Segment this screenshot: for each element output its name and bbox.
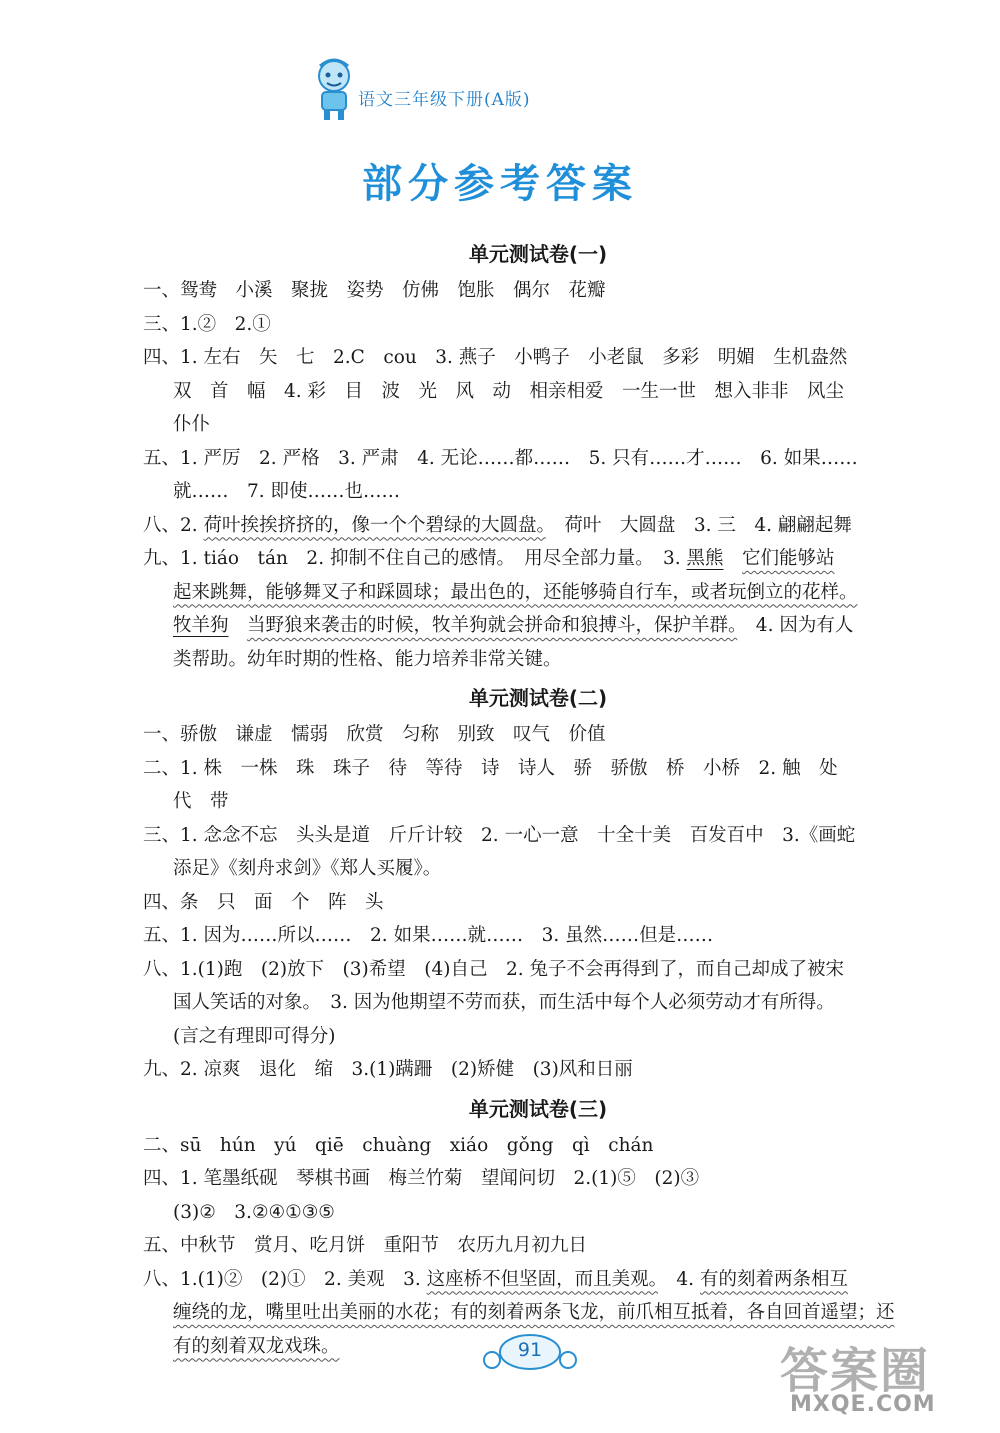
underlined-answer: 有的刻着双龙戏珠。	[173, 1335, 340, 1357]
cartoon-child-mascot-icon	[310, 56, 358, 122]
answer-line: 四、条 只 面 个 阵 头	[143, 891, 384, 913]
answer-line: 四、1. 左右 矢 七 2.C cou 3. 燕子 小鸭子 小老鼠 多彩 明媚 生机盎然	[143, 347, 848, 368]
watermark	[760, 1332, 990, 1427]
answer-text: 4.	[657, 1268, 700, 1290]
answer-line: 五、1. 因为……所以…… 2. 如果……就…… 3. 虽然……但是……	[143, 925, 714, 946]
answer-text: 4. 因为有人	[737, 615, 854, 636]
answer-line: 三、1. 念念不忘 头头是道 斤斤计较 2. 一心一意 十全十美 百发百中 3.《画蛇	[143, 824, 856, 846]
answer-line	[143, 609, 933, 643]
answer-line	[143, 509, 933, 543]
answer-text: 九、1. tiáo tán 2. 抑制不住自己的感情。 用尽全部力量。 3.	[143, 548, 687, 569]
section-title: 单元测试卷(三)	[468, 1096, 608, 1121]
answer-line: 五、1. 严厉 2. 严格 3. 严肃 4. 无论……都…… 5. 只有……才…… 6. 如果……	[143, 447, 858, 469]
underlined-answer: 牧羊狗	[173, 615, 229, 636]
underlined-answer: 这座桥不但坚固，而且美观。	[426, 1268, 658, 1290]
answer-line: 添足》《刻舟求剑》《郑人买履》。	[173, 858, 442, 879]
underlined-answer: 当野狼来袭击的时候，牧羊狗就会拼命和狼搏斗，保护羊群。	[247, 615, 738, 636]
answer-line: 九、2. 凉爽 退化 缩 3.(1)蹒跚 (2)矫健 (3)风和日丽	[143, 1059, 633, 1080]
underlined-answer: 荷叶挨挨挤挤的，像一个个碧绿的大圆盘。	[203, 514, 546, 536]
answer-line: (3)② 3.②④①③⑤	[173, 1201, 335, 1223]
answer-line: 仆仆	[173, 414, 211, 435]
answer-line: 五、中秋节 赏月、吃月饼 重阳节 农历九月初九日	[143, 1235, 588, 1256]
answer-line: 代 带	[173, 791, 229, 812]
underlined-answer: 有的刻着两条相互	[699, 1268, 848, 1290]
answer-line: 二、sū hún yú qiē chuàng xiáo gǒng qì chán	[143, 1134, 654, 1156]
watermark-site-text: MXQE.COM	[790, 1392, 936, 1417]
underlined-answer: 黑熊	[686, 548, 724, 569]
answer-text: 荷叶 大圆盘 3. 三 4. 翩翩起舞	[545, 514, 852, 536]
page-number-badge	[480, 1330, 580, 1374]
series-title: 语文三年级下册(A版)	[358, 90, 531, 110]
underlined-answer: 缠绕的龙，嘴里吐出美丽的水花；有的刻着两条飞龙，前爪相互抵着，各自回首遥望；还	[173, 1302, 895, 1323]
answer-line	[143, 576, 933, 610]
answer-line: (言之有理即可得分)	[173, 1025, 336, 1047]
answer-line: 二、1. 株 一株 珠 珠子 待 等待 诗 诗人 骄 骄傲 桥 小桥 2. 触 处	[143, 757, 838, 779]
answer-content	[143, 232, 933, 1363]
answer-line: 八、1.(1)跑 (2)放下 (3)希望 (4)自己 2. 兔子不会再得到了，而自己却成了被宋	[143, 958, 845, 980]
answer-line: 四、1. 笔墨纸砚 琴棋书画 梅兰竹菊 望闻问切 2.(1)⑤ (2)③	[143, 1168, 700, 1189]
answer-text: 八、2.	[143, 514, 204, 536]
underlined-answer: 起来跳舞，能够舞叉子和踩圆球；最出色的，还能够骑自行车，或者玩倒立的花样。	[173, 581, 858, 603]
answer-line	[143, 1263, 933, 1297]
section-title: 单元测试卷(二)	[468, 686, 608, 710]
answer-line	[143, 542, 933, 576]
answer-line: 一、鸳鸯 小溪 聚拢 姿势 仿佛 饱胀 偶尔 花瓣	[143, 280, 606, 301]
answer-line: 类帮助。幼年时期的性格、能力培养非常关键。	[173, 648, 562, 670]
underlined-answer: 它们能够站	[742, 548, 835, 569]
answer-line: 就…… 7. 即使……也……	[173, 481, 401, 502]
book-header	[300, 50, 620, 130]
page-number: 91	[517, 1339, 543, 1361]
section-title: 单元测试卷(一)	[468, 242, 608, 266]
answer-line	[143, 1296, 933, 1330]
answer-text: 八、1.(1)② (2)① 2. 美观 3.	[143, 1268, 427, 1290]
page-title: 部分参考答案	[362, 161, 638, 207]
answer-line: 一、骄傲 谦虚 懦弱 欣赏 匀称 别致 叹气 价值	[143, 724, 606, 745]
answer-line: 双 首 幅 4. 彩 目 波 光 风 动 相亲相爱 一生一世 想入非非 风尘	[173, 380, 845, 402]
answer-line: 国人笑话的对象。 3. 因为他期望不劳而获，而生活中每个人必须劳动才有所得。	[173, 992, 835, 1013]
answer-line: 三、1.② 2.①	[143, 313, 271, 335]
watermark-logo-text: 答案圈	[780, 1343, 931, 1399]
